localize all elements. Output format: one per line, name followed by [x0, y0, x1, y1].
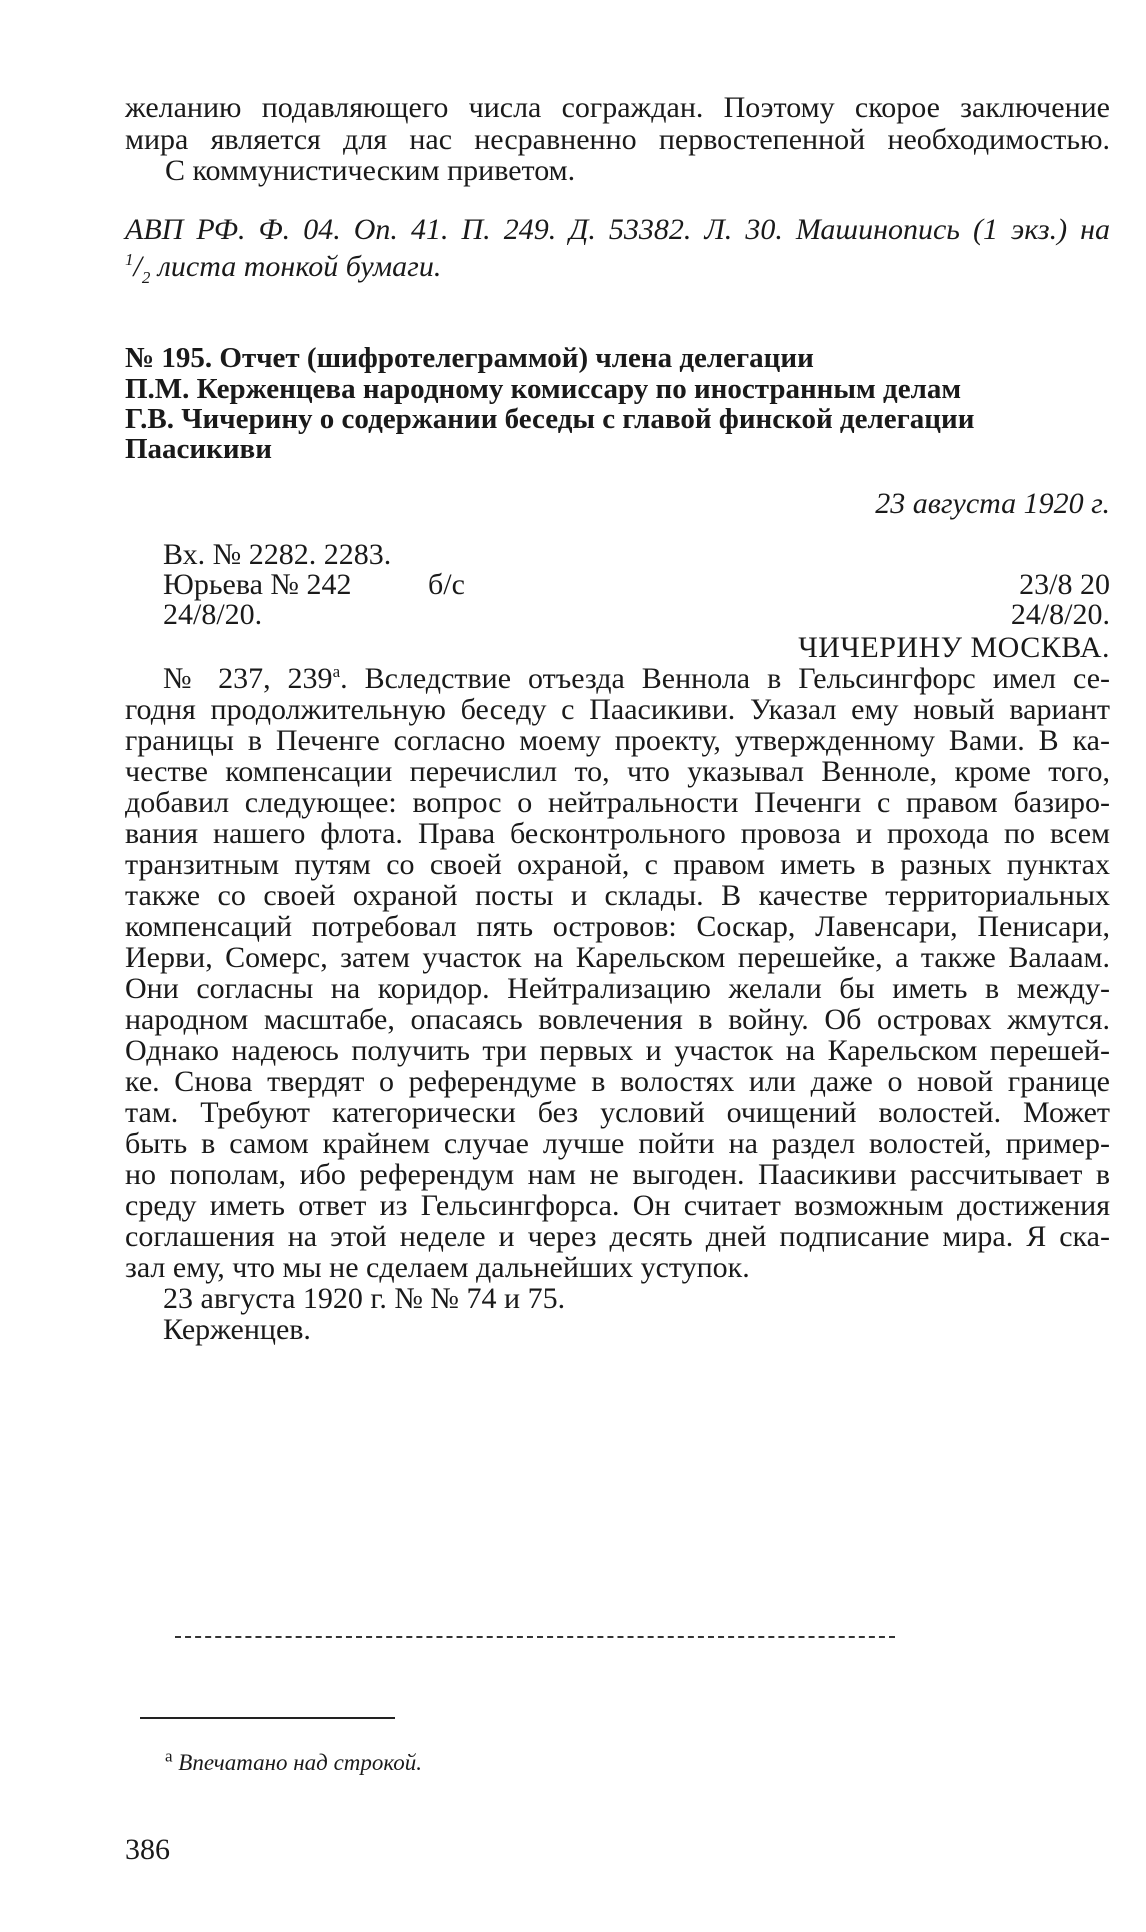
sent-date: 23/8 20 [1019, 568, 1110, 601]
addressee: ЧИЧЕРИНУ МОСКВА. [798, 631, 1110, 664]
received-date-right: 24/8/20. [1010, 598, 1110, 631]
origin-number: Юрьева № 242 [163, 568, 352, 601]
document-title-line-2: П.М. Керженцева народному комиссару по иностранным делам [125, 373, 962, 405]
body-line: ке. Снова твердят о референдуме в волостях или даже о новой границе [125, 1065, 1110, 1098]
body-first-rest: . Вследствие отъезда Веннола в Гельсингфорс имел се- [340, 662, 1110, 695]
fraction-numerator: 1 [125, 250, 134, 269]
footnote-text: Впечатано над строкой. [172, 1750, 423, 1775]
archive-ref-rest: листа тонкой бумаги. [150, 250, 442, 283]
document-title-line-1: № 195. Отчет (шифротелеграммой) члена делегации [125, 342, 814, 374]
body-line: также со своей охраной посты и склады. В качестве территориальных [125, 879, 1110, 912]
intro-line-1: желанию подавляющего числа сограждан. Поэтому скорое заключение [125, 91, 1110, 124]
body-line: годня продолжительную беседу с Паасикиви. Указал ему новый вариант [125, 693, 1110, 726]
body-line: транзитным путям со своей охраной, с правом иметь в разных пунктах [125, 848, 1110, 881]
body-line: добавил следующее: вопрос о нейтральности Печенги с правом базиро- [125, 786, 1110, 819]
fraction-separator: / [133, 250, 142, 283]
signature: Керженцев. [163, 1313, 311, 1346]
archive-ref-line-1: АВП РФ. Ф. 04. Оп. 41. П. 249. Д. 53382. Л. 30. Машинопись (1 экз.) на [125, 213, 1110, 246]
body-line: народном масштабе, опасаясь вовлечения в войну. Об островах жмутся. [125, 1003, 1110, 1036]
closing-date-numbers: 23 августа 1920 г. № № 74 и 75. [163, 1282, 566, 1315]
intro-line-2: мира является для нас несравненно первостепенной необходимостью. [125, 123, 1110, 156]
body-line: Они согласны на коридор. Нейтрализацию желали бы иметь в между- [125, 972, 1110, 1005]
document-title-line-3: Г.В. Чичерину о содержании беседы с главой финской делегации [125, 403, 975, 435]
fraction-denominator: 2 [141, 268, 151, 287]
footnote-rule [140, 1717, 395, 1719]
body-line: границы в Печенге согласно моему проекту, утвержденному Вами. В ка- [125, 724, 1110, 757]
footnote [165, 1748, 422, 1778]
body-line: Однако надеюсь получить три первых и участок на Карельском перешей- [125, 1034, 1110, 1067]
footnote-marker: а [165, 1746, 173, 1766]
footnote-marker-inline: а [332, 662, 341, 681]
body-line: быть в самом крайнем случае лучше пойти на раздел волостей, пример- [125, 1127, 1110, 1160]
secrecy-mark: б/с [428, 568, 465, 601]
body-ref-numbers: № 237, 239 [163, 662, 333, 695]
body-line: компенсаций потребовал пять островов: Соскар, Лавенсари, Пенисари, [125, 910, 1110, 943]
incoming-number: Вх. № 2282. 2283. [163, 538, 392, 571]
body-line: но пополам, ибо референдум нам не выгоден. Паасикиви рассчитывает в [125, 1158, 1110, 1191]
document-date: 23 августа 1920 г. [875, 487, 1110, 520]
document-title-line-4: Паасикиви [125, 433, 272, 465]
body-line: вания нашего флота. Права бесконтрольного провоза и прохода по всем [125, 817, 1110, 850]
received-date-left: 24/8/20. [163, 598, 263, 631]
body-last-line: зал ему, что мы не сделаем дальнейших уступок. [125, 1251, 750, 1284]
page-number: 386 [125, 1833, 170, 1866]
body-line: среду иметь ответ из Гельсингфорса. Он считает возможным достижения [125, 1189, 1110, 1222]
body-line: там. Требуют категорически без условий очищений волостей. Может [125, 1096, 1110, 1129]
archive-ref-line-2 [125, 247, 441, 287]
body-line: соглашения на этой неделе и через десять дней подписание мира. Я ска- [125, 1220, 1110, 1253]
greeting: С коммунистическим приветом. [165, 154, 576, 187]
body-line: честве компенсации перечислил то, что указывал Венноле, кроме того, [125, 755, 1110, 788]
dashed-separator [175, 1636, 895, 1638]
body-line: Иерви, Сомерс, затем участок на Карельском перешейке, а также Валаам. [125, 941, 1110, 974]
